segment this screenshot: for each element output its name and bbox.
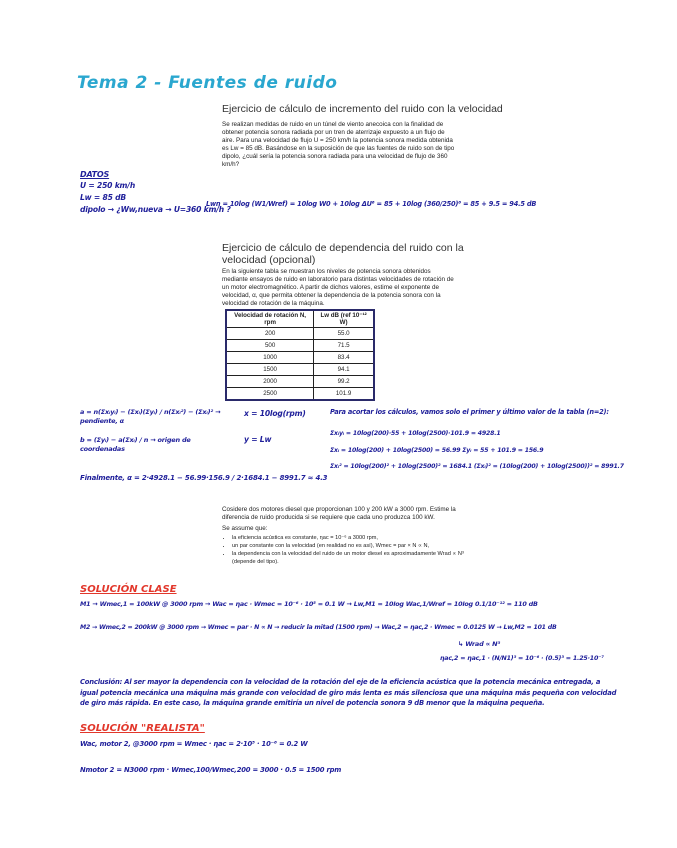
table-row [226,340,374,352]
table-row [226,388,374,401]
exercise3-body: Cosidere dos motores diesel que proporcionan 100 y 200 kW a 3000 rpm. Estime la diferencia de ruido producida si se requiere que cada uno produzca 100 kW. [222,506,456,521]
table-cell: 94.1 [314,364,374,376]
table-cell: 200 [226,328,314,340]
list-item: • un par constante con la velocidad (en realidad no es así), Wmec = par × N ∝ N, [232,542,472,550]
table-cell: 99.2 [314,376,374,388]
table-cell: 1000 [226,352,314,364]
table-cell: 55.0 [314,328,374,340]
datos-lw: Lw = 85 dB [80,193,126,202]
exercise1-heading: Ejercicio de cálculo de incremento del ruido con la velocidad [222,103,503,115]
exercise2-heading: Ejercicio de cálculo de dependencia del ruido con la velocidad (opcional) [222,242,464,266]
table-cell: 83.4 [314,352,374,364]
table-row [226,352,374,364]
rpm-table [225,309,375,401]
slope-formula: a = n(Σxᵢyᵢ) − (Σxᵢ)(Σyᵢ) / n(Σxᵢ²) − (Σxᵢ)² → pendiente, α [80,408,221,425]
calc-sum-x2: Σxᵢ² = 10log(200)² + 10log(2500)² = 1684.1 (Σxᵢ)² = (10log(200) + 10log(2500))² = 8991.7 [330,463,624,470]
y-definition: y = Lw [244,435,272,444]
table-cell: 2500 [226,388,314,401]
table-header-lw: Lw dB (ref 10⁻¹² W) [314,310,374,328]
table-cell: 1500 [226,364,314,376]
table-cell: 101.9 [314,388,374,401]
table-cell: 2000 [226,376,314,388]
x-definition: x = 10log(rpm) [244,409,306,418]
solucion-realista-line1: Wac, motor 2, @3000 rpm = Wmec · ηac = 2·10⁵ · 10⁻⁶ = 0.2 W [80,740,308,748]
solucion-clase-line2: M2 → Wmec,2 = 200kW @ 3000 rpm → Wmec = par · N ∝ N → reducir la mitad (1500 rpm) → Wac,2 = ηac,2 · Wmec = 0.0125 W → Lw,M2 = 101 dB [80,624,557,631]
calc-note: Para acortar los cálculos, vamos solo el primer y último valor de la tabla (n=2): [330,408,609,416]
solucion-clase-line4: ηac,2 = ηac,1 · (N/N1)³ = 10⁻⁶ · (0.5)³ = 1.25·10⁻⁷ [440,655,604,662]
list-item: • la dependencia con la velocidad del ruido de un motor diesel es aproximadamente Wrad ∝ N³ (depende del tipo). [232,550,472,566]
assumption-list [222,534,472,566]
list-item: • la eficiencia acústica es constante, ηac = 10⁻⁶ a 3000 rpm, [232,534,472,542]
solucion-clase-title: SOLUCIÓN CLASE [80,584,177,595]
datos-title: DATOS [80,170,110,179]
datos-dipolo: dipolo → ¿Ww,nueva → U=360 km/h ? [80,205,231,214]
exercise1-body: Se realizan medidas de ruido en un túnel de viento anecoica con la finalidad de obtener potencia sonora radiada por un tren de aterrizaje expuesto a un flujo de aire. Para una velocidad de flujo U = 250 km/h la potencia sonora medida obtenida es Lw = 85 dB. Basándose en la suposición de que las fuentes de ruido son de tipo dipolo, ¿cuál sería la potencia sonora radiada para una velocidad de flujo de 360 km/h? [222,121,455,168]
table-cell: 500 [226,340,314,352]
page-title: Tema 2 - Fuentes de ruido [77,73,338,93]
solucion-realista-line2: Nmotor 2 = N3000 rpm · Wmec,100/Wmec,200 = 3000 · 0.5 = 1500 rpm [80,766,342,774]
solucion-clase-line1: M1 → Wmec,1 = 100kW @ 3000 rpm → Wac = ηac · Wmec = 10⁻⁶ · 10⁵ = 0.1 W → Lw,M1 = 10log Wac,1/Wref = 10log 0.1/10⁻¹² = 110 dB [80,600,538,608]
table-row [226,364,374,376]
exercise2-body: En la siguiente tabla se muestran los niveles de potencia sonora obtenidos mediante ensayos de ruido en laboratorio para distintas velocidades de rotación de un motor electromagnético. A partir de dichos valores, estime el exponente de velocidad, α, que permita obtener la dependencia de la potencia sonora con la velocidad de rotación de la máquina. [222,268,454,307]
exercise1-formula: Lwn = 10log (W1/Wref) = 10log W0 + 10log ΔU⁶ = 85 + 10log (360/250)⁶ = 85 + 9.5 = 94.5 dB [206,200,537,208]
datos-u: U = 250 km/h [80,181,136,190]
solucion-realista-title: SOLUCIÓN "REALISTA" [80,723,205,734]
conclusion: Conclusión: Al ser mayor la dependencia con la velocidad de la rotación del eje de la eficiencia acústica que la potencia mecánica entregada, a igual potencia mecánica una máquina más grande con velocidad de giro más lenta es más silenciosa que una máquina más pequeña con velocidad de giro más rápida. En este caso, la máquina grande emitiría un nivel de potencia sonora 9 dB menor que la máquina pequeña. [80,678,617,707]
table-header-rpm: Velocidad de rotación N, rpm [226,310,314,328]
table-row [226,376,374,388]
exercise3-assume: Se assume que: [222,525,268,532]
intercept-formula: b = (Σyᵢ) − a(Σxᵢ) / n → origen de coordenadas [80,436,191,453]
calc-sum-xy: Σxᵢyᵢ = 10log(200)·55 + 10log(2500)·101.9 = 4928.1 [330,430,501,437]
table-cell: 71.5 [314,340,374,352]
calc-sum-x: Σxᵢ = 10log(200) + 10log(2500) = 56.99 Σyᵢ = 55 + 101.9 = 156.9 [330,447,544,454]
alpha-result: Finalmente, α = 2·4928.1 − 56.99·156.9 / 2·1684.1 − 8991.7 ≈ 4.3 [80,474,328,482]
table-row [226,328,374,340]
solucion-clase-line3: ↳ Wrad ∝ N³ [458,640,500,648]
